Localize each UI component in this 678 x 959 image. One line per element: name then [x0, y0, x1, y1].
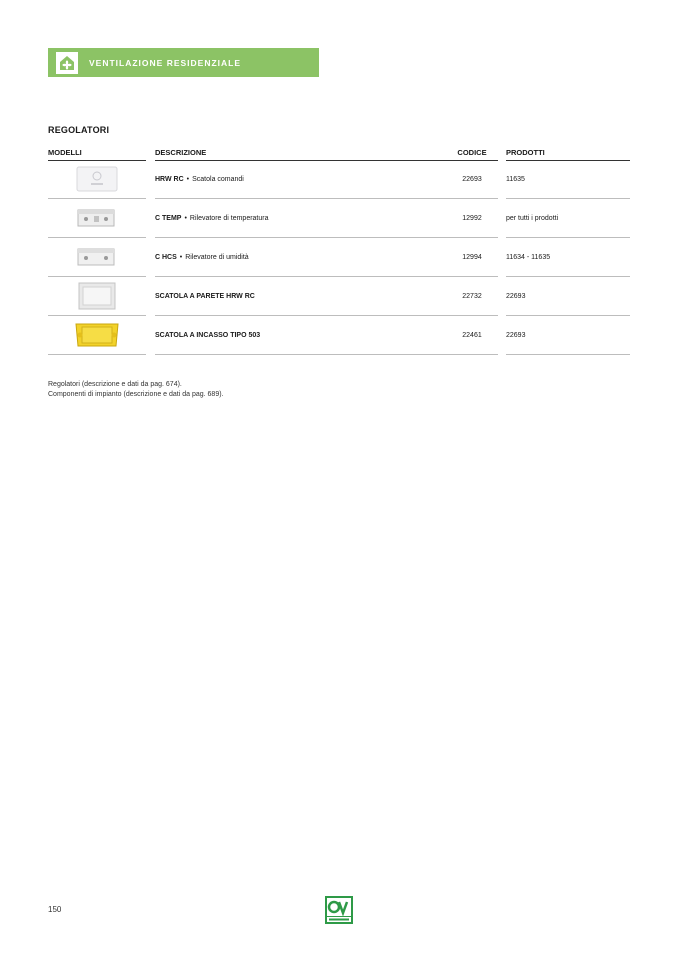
product-description: Scatola comandi — [192, 175, 244, 183]
product-code: 22693 — [446, 160, 498, 199]
product-description: Rilevatore di temperatura — [189, 214, 269, 222]
product-description: Rilevatore di umidità — [185, 253, 249, 261]
product-name: C HCS — [155, 253, 177, 261]
recessed-box-image — [48, 316, 146, 355]
product-code: 22732 — [446, 277, 498, 316]
wall-panel-image — [48, 160, 146, 199]
page-number: 150 — [48, 905, 62, 914]
product-name: HRW RC — [155, 175, 184, 183]
compatible-products: 11635 — [506, 160, 630, 199]
product-code: 12994 — [446, 238, 498, 277]
compatible-products: 11634 - 11635 — [506, 238, 630, 277]
banner-title: VENTILAZIONE RESIDENZIALE — [89, 57, 242, 68]
header-description: DESCRIZIONE — [155, 148, 487, 161]
products-table — [48, 148, 630, 355]
header-products: PRODOTTI — [506, 148, 630, 161]
compatible-products: per tutti i prodotti — [506, 199, 630, 238]
notes — [48, 380, 224, 400]
product-name: SCATOLA A INCASSO TIPO 503 — [155, 331, 261, 339]
house-fan-icon — [56, 52, 78, 74]
table-row — [48, 160, 630, 199]
header-models: MODELLI — [48, 148, 146, 161]
product-code: 22461 — [446, 316, 498, 355]
note-line: Componenti di impianto (descrizione e dati da pag. 689). — [48, 391, 224, 398]
bullet-separator: • — [186, 175, 190, 183]
compatible-products: 22693 — [506, 277, 630, 316]
row-description — [155, 160, 487, 199]
product-name: C TEMP — [155, 214, 182, 222]
bullet-separator: • — [179, 253, 183, 261]
compatible-products: 22693 — [506, 316, 630, 355]
vortice-logo — [325, 896, 353, 924]
table-row — [48, 277, 630, 316]
row-description — [155, 238, 487, 277]
note-line: Regolatori (descrizione e dati da pag. 674). — [48, 381, 182, 388]
temperature-sensor-image — [48, 199, 146, 238]
row-description — [155, 199, 487, 238]
table-row — [48, 199, 630, 238]
table-header — [48, 148, 630, 160]
table-row — [48, 238, 630, 277]
bullet-separator: • — [184, 214, 187, 222]
wall-box-image — [48, 277, 146, 316]
product-name: SCATOLA A PARETE HRW RC — [155, 292, 255, 300]
humidity-sensor-image — [48, 238, 146, 277]
row-description — [155, 277, 487, 316]
product-code: 12992 — [446, 199, 498, 238]
section-banner — [48, 48, 319, 77]
row-description — [155, 316, 487, 355]
header-code: CODICE — [446, 148, 498, 161]
section-title: REGOLATORI — [48, 125, 110, 135]
table-row — [48, 316, 630, 355]
